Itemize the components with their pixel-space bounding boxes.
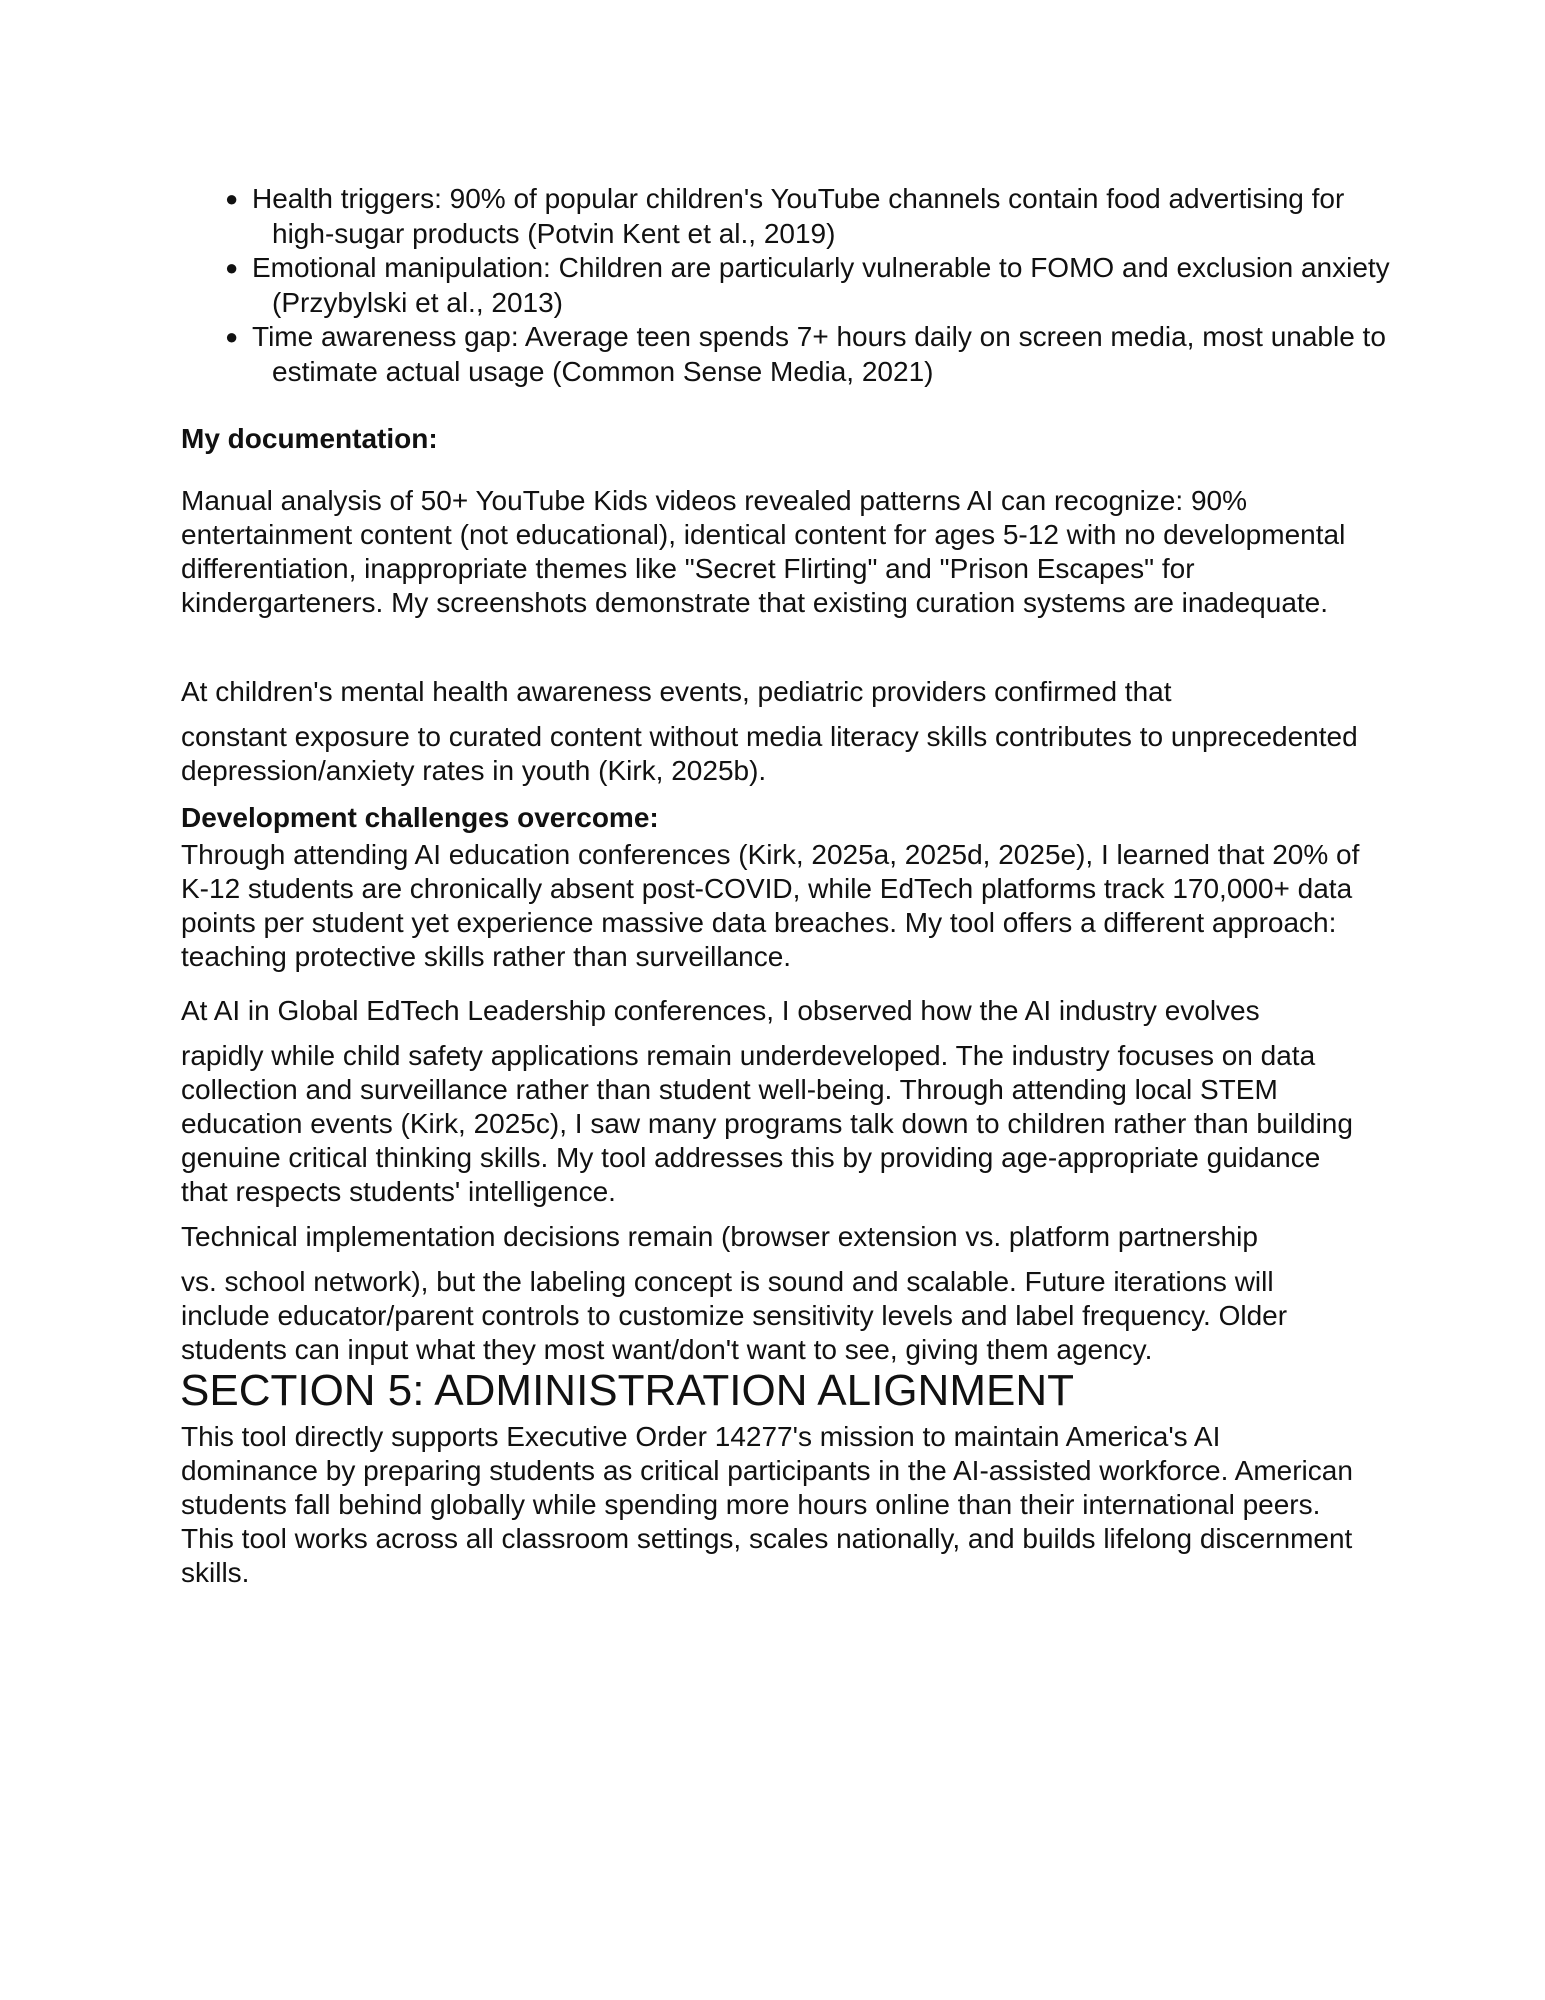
documentation-paragraph-2-line-1: At children's mental health awareness events, pediatric providers confirmed that: [181, 676, 1172, 707]
bullet-icon: ●: [225, 324, 239, 349]
development-paragraph-2: rapidly while child safety applications remain underdeveloped. The industry focuses on data collection and surveillance rather than student well-being. Through attending local STEM education events (Kirk, 2025c), I saw many programs talk down to children rather than building genuine critical thinking skills. My tool addresses this by providing age-appropriate guidance that respects students' intelligence.: [181, 1040, 1353, 1207]
bullet-text: Time awareness gap: Average teen spends 7+ hours daily on screen media, most unable to estimate actual usage (Common Sense Media, 2021): [252, 321, 1386, 387]
section-5-heading: SECTION 5: ADMINISTRATION ALIGNMENT: [180, 1366, 1074, 1415]
bullet-text: Health triggers: 90% of popular children's YouTube channels contain food advertising for high-sugar products (Potvin Kent et al., 2019): [252, 183, 1345, 249]
bullet-icon: ●: [225, 186, 239, 211]
documentation-paragraph-2: constant exposure to curated content without media literacy skills contributes to unprecedented depression/anxiety rates in youth (Kirk, 2025b).: [181, 721, 1358, 786]
my-documentation-heading: My documentation:: [181, 423, 438, 454]
development-paragraph-3-line-1: Technical implementation decisions remain (browser extension vs. platform partnership: [181, 1221, 1258, 1252]
development-paragraph-3: vs. school network), but the labeling concept is sound and scalable. Future iterations will include educator/parent controls to customize sensitivity levels and label frequency. Older students can input what they most want/don't want to see, giving them agency.: [181, 1266, 1288, 1365]
bullet-emotional-manipulation: [225, 251, 1392, 320]
bullet-health-triggers: [225, 182, 1392, 251]
development-challenges-heading: Development challenges overcome:: [181, 802, 659, 833]
documentation-paragraph-1: Manual analysis of 50+ YouTube Kids videos revealed patterns AI can recognize: 90% entertainment content (not educational), identical content for ages 5-12 with no developmental differentiation, inappropriate themes like "Secret Flirting" and "Prison Escapes" for kindergarteners. My screenshots demonstrate that existing curation systems are inadequate.: [181, 485, 1346, 618]
section-5-paragraph: This tool directly supports Executive Order 14277's mission to maintain America's AI dominance by preparing students as critical participants in the AI-assisted workforce. American students fall behind globally while spending more hours online than their international peers. This tool works across all classroom settings, scales nationally, and builds lifelong discernment skills.: [181, 1421, 1353, 1588]
bullet-time-awareness: [225, 320, 1392, 389]
development-paragraph-1: Through attending AI education conferences (Kirk, 2025a, 2025d, 2025e), I learned that 20% of K-12 students are chronically absent post-COVID, while EdTech platforms track 170,000+ data points per student yet experience massive data breaches. My tool offers a different approach: teaching protective skills rather than surveillance.: [181, 839, 1360, 972]
bullet-icon: ●: [225, 255, 239, 280]
development-paragraph-2-line-1: At AI in Global EdTech Leadership conferences, I observed how the AI industry evolves: [181, 995, 1260, 1026]
bullet-text: Emotional manipulation: Children are particularly vulnerable to FOMO and exclusion anxiety (Przybylski et al., 2013): [252, 252, 1390, 318]
